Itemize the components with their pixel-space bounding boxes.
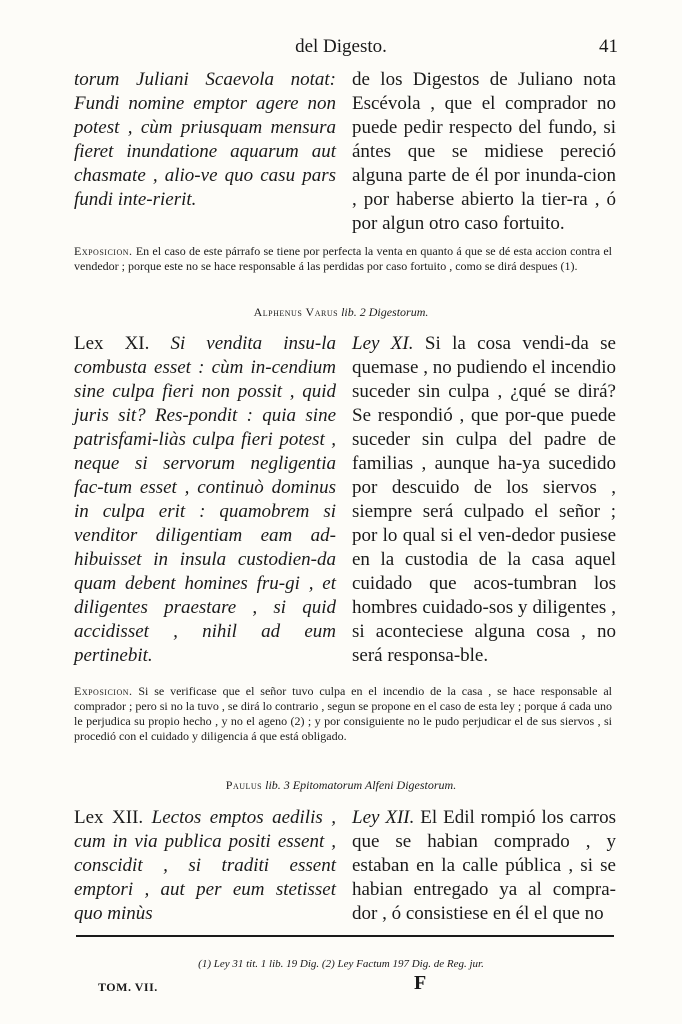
spanish-law-number: Ley XII. <box>352 807 415 828</box>
note-label: Exposicion. <box>74 684 133 698</box>
footnote-divider <box>76 935 614 937</box>
note-label: Exposicion. <box>74 244 133 258</box>
source-attribution-2 <box>0 778 682 793</box>
source-attribution-1 <box>0 305 682 320</box>
source-work: lib. 2 Digestorum. <box>341 305 429 319</box>
exposicion-note-1 <box>74 244 612 274</box>
signature-mark: F <box>414 972 427 994</box>
spanish-column-3 <box>352 806 616 926</box>
source-author: Alphenus Varus <box>253 305 339 319</box>
spanish-text-2: Si la cosa vendi-da se quemase , no pudiendo el incendio suceder sin culpa , ¿qué se dirá? Se respondió , que por-que puede suceder sin culpa del padre de familias , aunque ha-ya sucedido por descuido de los siervos , siempre será culpado el señor ; por lo qual si el ven-dedor pusiese en la custodia de la casa aquel cuidado que acos-tumbran los hombres cuidado-sos y diligentes , si aconteciese alguna cosa , no será responsa-ble. <box>352 333 616 666</box>
latin-law-number: Lex XII. <box>74 807 144 828</box>
note-text: En el caso de este párrafo se tiene por perfecta la venta en quanto á que se dé esta accion contra el vendedor ; porque este no se hace responsable á las perdidas por caso fortuito , como se dirá despues (1). <box>74 244 612 273</box>
latin-text-3: Lectos emptos aedilis , cum in via publica positi essent , conscidit , si traditi essent emptori , aut per eum stetisset quo minùs <box>74 807 336 924</box>
latin-column-2 <box>74 332 336 668</box>
spanish-text-3: El Edil rompió los carros que se habian comprado , y estaban en la calle pública , si se habian entregado ya al compra-dor , ó consistiese en él el que no <box>352 807 616 924</box>
note-text: Si se verificase que el señor tuvo culpa en el incendio de la casa , se hace responsable al comprador ; pero si no la tuvo , se dirá lo contrario , segun se propone en el caso de esta ley ; porque á cada uno le perjudica su propio hecho , y no el ageno (2) ; y por consiguiente no le pudo perjudicar el de sus siervos , si procedió con el cuidado y diligencia á que está obligado. <box>74 684 612 743</box>
latin-text-1: torum Juliani Scaevola notat: Fundi nomine emptor agere non potest , cùm priusquam mensura fieret inundatione aquarum aut chasmate , alio-ve quo casu pars fundi inte-rierit. <box>74 69 336 210</box>
spanish-column-1 <box>352 68 616 236</box>
latin-column-1 <box>74 68 336 212</box>
exposicion-note-2 <box>74 684 612 744</box>
latin-law-number: Lex XI. <box>74 333 150 354</box>
spanish-text-1: de los Digestos de Juliano nota Escévola , que el comprador no puede pedir respecto del fundo, si ántes que se midiese pereció alguna parte de él por inunda-cion , por haberse abierto la tier-ra , ó por algun otro caso fortuito. <box>352 69 616 234</box>
spanish-column-2 <box>352 332 616 668</box>
source-work: lib. 3 Epitomatorum Alfeni Digestorum. <box>265 778 457 792</box>
page-number: 41 <box>599 36 618 57</box>
source-author: Paulus <box>225 778 263 792</box>
latin-column-3 <box>74 806 336 926</box>
spanish-law-number: Ley XI. <box>352 333 414 354</box>
footnotes: (1) Ley 31 tit. 1 lib. 19 Dig. (2) Ley Factum 197 Dig. de Reg. jur. <box>198 958 484 970</box>
volume-label: TOM. VII. <box>98 980 158 994</box>
latin-text-2: Si vendita insu-la combusta esset : cùm in-cendium sine culpa fieri non possit , quid juris sit? Res-pondit : quia sine patrisfami-liàs culpa fieri potest , neque si servorum negligentia fac-tum esset , continuò dominus in culpa erit : quamobrem si venditor diligentiam eam ad-hibuisset in insula custodien-da quam debent homines fru-gi , et diligentes praestare , si quid accidisset , nihil ad eum pertinebit. <box>74 333 337 666</box>
running-header: del Digesto. <box>295 36 387 57</box>
